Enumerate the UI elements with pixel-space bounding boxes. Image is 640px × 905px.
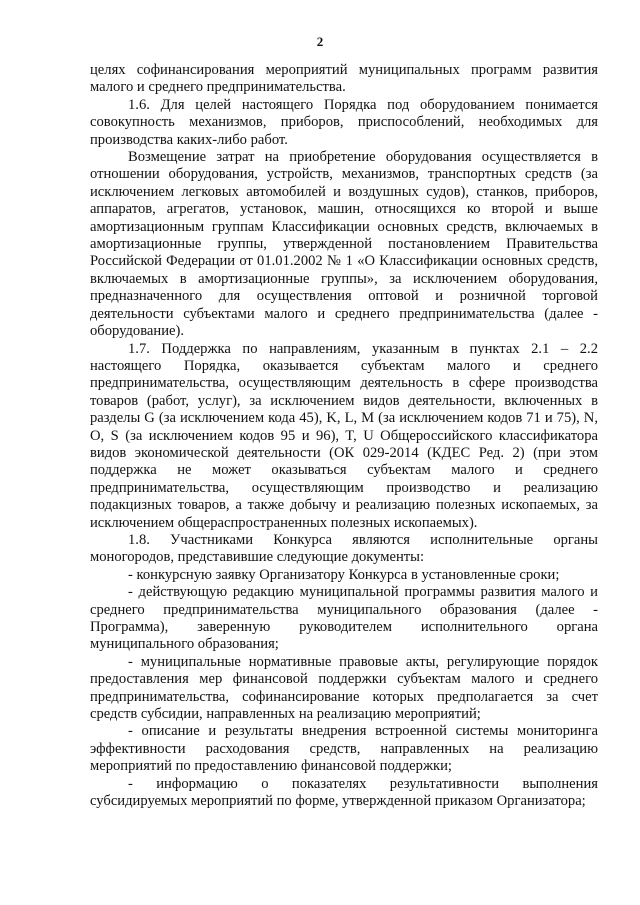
paragraph-1-8-participants: 1.8. Участниками Конкурса являются исполнительные органы моногородов, представившие следующие документы:: [90, 531, 598, 566]
list-item-monitoring: - описание и результаты внедрения встроенной системы мониторинга эффективности расходования средств, направленных на реализацию мероприятий по предоставлению финансовой поддержки;: [90, 723, 598, 775]
list-item-application: - конкурсную заявку Организатору Конкурса в установленные сроки;: [128, 566, 560, 583]
page-number: 2: [316, 34, 324, 49]
document-body: [90, 62, 598, 810]
list-item-indicators: - информацию о показателях результативности выполнения субсидируемых мероприятий по форме, утвержденной приказом Организатора;: [90, 775, 598, 810]
paragraph-continuation: целях софинансирования мероприятий муниципальных программ развития малого и среднего предпринимательства.: [90, 62, 598, 96]
list-item-program: - действующую редакцию муниципальной программы развития малого и среднего предпринимательства муниципального образования (далее - Программа), заверенную руководителем исполнительного органа муниципального образования;: [90, 584, 598, 653]
paragraph-cost-reimbursement: Возмещение затрат на приобретение оборудования осуществляется в отношении оборудования, устройств, механизмов, транспортных средств (за исключением легковых автомобилей и воздушных судов), станков, приборов, аппаратов, агрегатов, установок, машин, относящихся ко второй и выше амортизационным группам Классификации основных средств, включаемых в амортизационные группы, утвержденной постановлением Правительства Российской Федерации от 01.01.2002 № 1 «О Классификации основных средств, включаемых в амортизационные группы», за исключением оборудования, предназначенного для осуществления оптовой и розничной торговой деятельности субъектами малого и среднего предпринимательства (далее - оборудование).: [90, 149, 598, 340]
paragraph-1-7-support-areas: 1.7. Поддержка по направлениям, указанным в пунктах 2.1 – 2.2 настоящего Порядка, оказывается субъектам малого и среднего предпринимательства, осуществляющим деятельность в сфере производства товаров (работ, услуг), за исключением видов деятельности, включенных в разделы G (за исключением кода 45), K, L, M (за исключением кодов 71 и 75), N, O, S (за исключением кодов 95 и 96), T, U Общероссийского классификатора видов экономической деятельности (ОК 029-2014 (КДЕС Ред. 2) (при этом поддержка не может оказываться субъектам малого и среднего предпринимательства, осуществляющим производство и реализацию подакцизных товаров, а также добычу и реализацию полезных ископаемых, за исключением общераспространенных полезных ископаемых).: [90, 340, 598, 531]
list-item-legal-acts: - муниципальные нормативные правовые акты, регулирующие порядок предоставления мер финансовой поддержки субъектам малого и среднего предпринимательства, софинансирование которых предполагается за счет средств субсидии, направленных на реализацию мероприятий;: [90, 653, 598, 723]
paragraph-1-6-equipment-definition: 1.6. Для целей настоящего Порядка под оборудованием понимается совокупность механизмов, приборов, приспособлений, необходимых для производства каких-либо работ.: [90, 96, 598, 148]
